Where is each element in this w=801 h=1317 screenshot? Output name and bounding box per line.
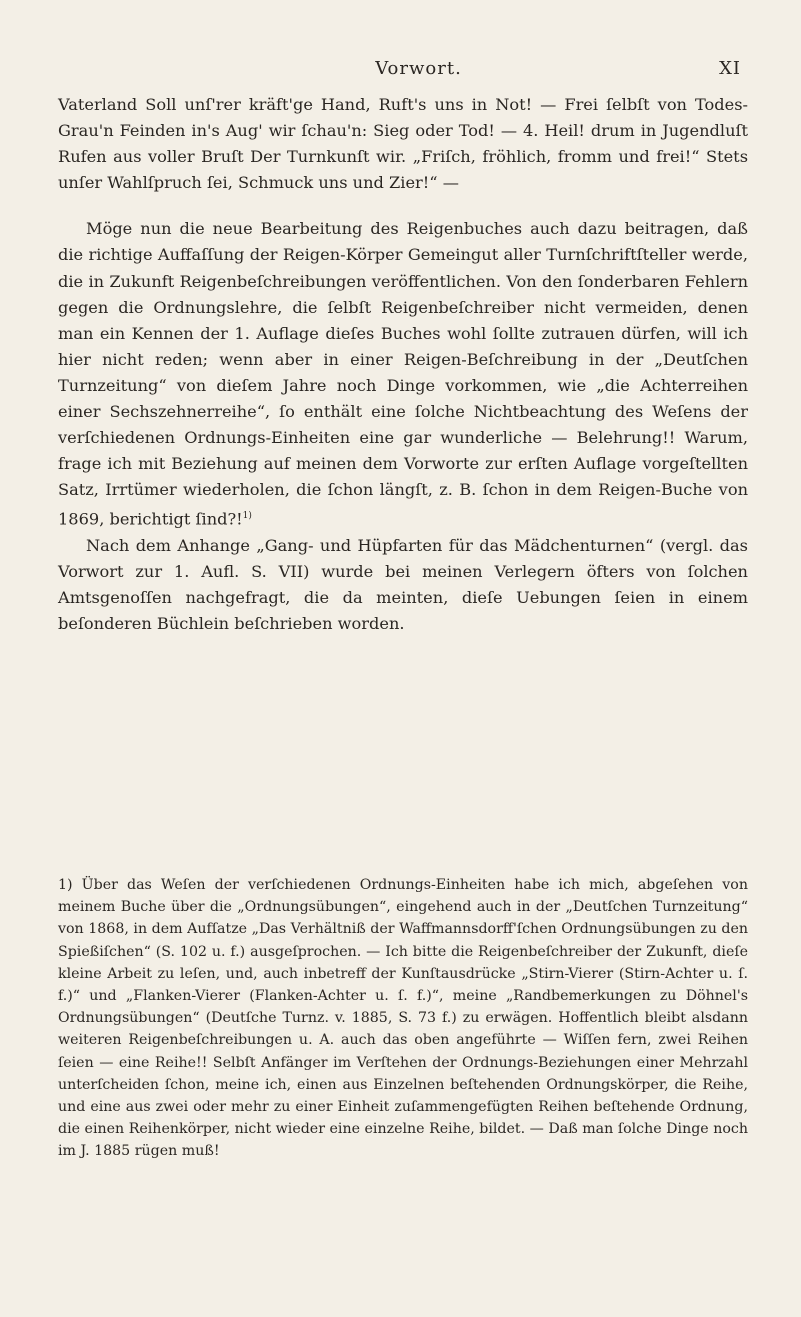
paragraph-reigen-critique-text: Möge nun die neue Bearbeitung des Reigenbuches auch dazu beitragen, daß die richtige Auffaſſung der Reigen-Körper Gemeingut aller Turnſchriftſteller werde, die in Zukunft Reigenbeſchreibungen veröffentlichen. Von den ſonderbaren Fehlern gegen die Ordnungslehre, die ſelbſt Reigenbeſchreiber nicht vermeiden, denen man ein Kennen der 1. Auflage dieſes Buches wohl ſollte zutrauen dürfen, will ich hier nicht reden; wenn aber in einer Reigen-Beſchreibung in der „Deutſchen Turnzeitung“ von dieſem Jahre noch Dinge vorkommen, wie „die Achterreihen einer Sechszehnerreihe“, ſo enthält eine ſolche Nichtbeachtung des Weſens der verſchiedenen Ordnungs-Einheiten eine gar wunderliche — Belehrung!! Warum, frage ich mit Beziehung auf meinen dem Vorworte zur erſten Auflage vorgeſtellten Satz, Irrtümer wiederholen, die ſchon längſt, z. B. ſchon in dem Reigen-Buche von 1869, berichtigt ſind?! [58, 219, 748, 529]
running-head [96, 58, 741, 84]
paragraph-appendix-note: Nach dem Anhange „Gang- und Hüpfarten für das Mädchenturnen“ (vergl. das Vorwort zur 1. Aufl. S. VII) wurde bei meinen Verlegern öfters von ſolchen Amtsgenoſſen nachgefragt, die da meinten, dieſe Uebungen ſeien in einem beſonderen Büchlein beſchrieben worden. [58, 535, 748, 634]
footnote-block [58, 874, 748, 1163]
poem-paragraph: Vaterland Soll unſ'rer kräft'ge Hand, Ruft's uns in Not! — Frei ſelbſt von Todes-Grau'n Feinden in's Aug' wir ſchau'n: Sieg oder Tod! — 4. Heil! drum in Jugendluſt Rufen aus voller Bruſt Der Turnkunſt wir. „Friſch, fröhlich, fromm und frei!“ Stets unſer Wahlſpruch ſei, Schmuck uns und Zier!“ — [58, 95, 748, 193]
footnote-reference: 1) [242, 511, 252, 522]
page-number: XI [719, 58, 741, 79]
footnote [58, 874, 748, 1163]
running-title: Vorwort. [375, 58, 462, 79]
main-text [58, 92, 748, 637]
footnote-marker: 1) [58, 877, 73, 893]
paragraph-reigen-critique [58, 216, 748, 533]
footnote-text: Über das Weſen der verſchiedenen Ordnungs-Einheiten habe ich mich, abgeſehen von meinem Buche über die „Ordnungsübungen“, eingehend auch in der „Deutſchen Turnzeitung“ von 1868, in dem Aufſatze „Das Verhältniß der Waffmannsdorff'ſchen Ordnungsübungen zu den Spießiſchen“ (S. 102 u. f.) ausgeſprochen. — Ich bitte die Reigenbeſchreiber der Zukunft, dieſe kleine Arbeit zu leſen, und, auch inbetreff der Kunſtausdrücke „Stirn-Vierer (Stirn-Achter u. ſ. f.)“ und „Flanken-Vierer (Flanken-Achter u. ſ. f.)“, meine „Randbemerkungen zu Döhnel's Ordnungsübungen“ (Deutſche Turnz. v. 1885, S. 73 f.) zu erwägen. Hoffentlich bleibt alsdann weiteren Reigenbeſchreibungen u. A. auch das oben angeführte — Wiſſen fern, zwei Reihen ſeien — eine Reihe!! Selbſt Anfänger im Verſtehen der Ordnungs-Beziehungen einer Mehrzahl unterſcheiden ſchon, meine ich, einen aus Einzelnen beſtehenden Ordnungskörper, die Reihe, und eine aus zwei oder mehr zu einer Einheit zuſammengefügten Reihen beſtehende Ordnung, die einen Reihenkörper, nicht wieder eine einzelne Reihe, bildet. — Daß man ſolche Dinge noch im J. 1885 rügen muß! [58, 877, 748, 1160]
